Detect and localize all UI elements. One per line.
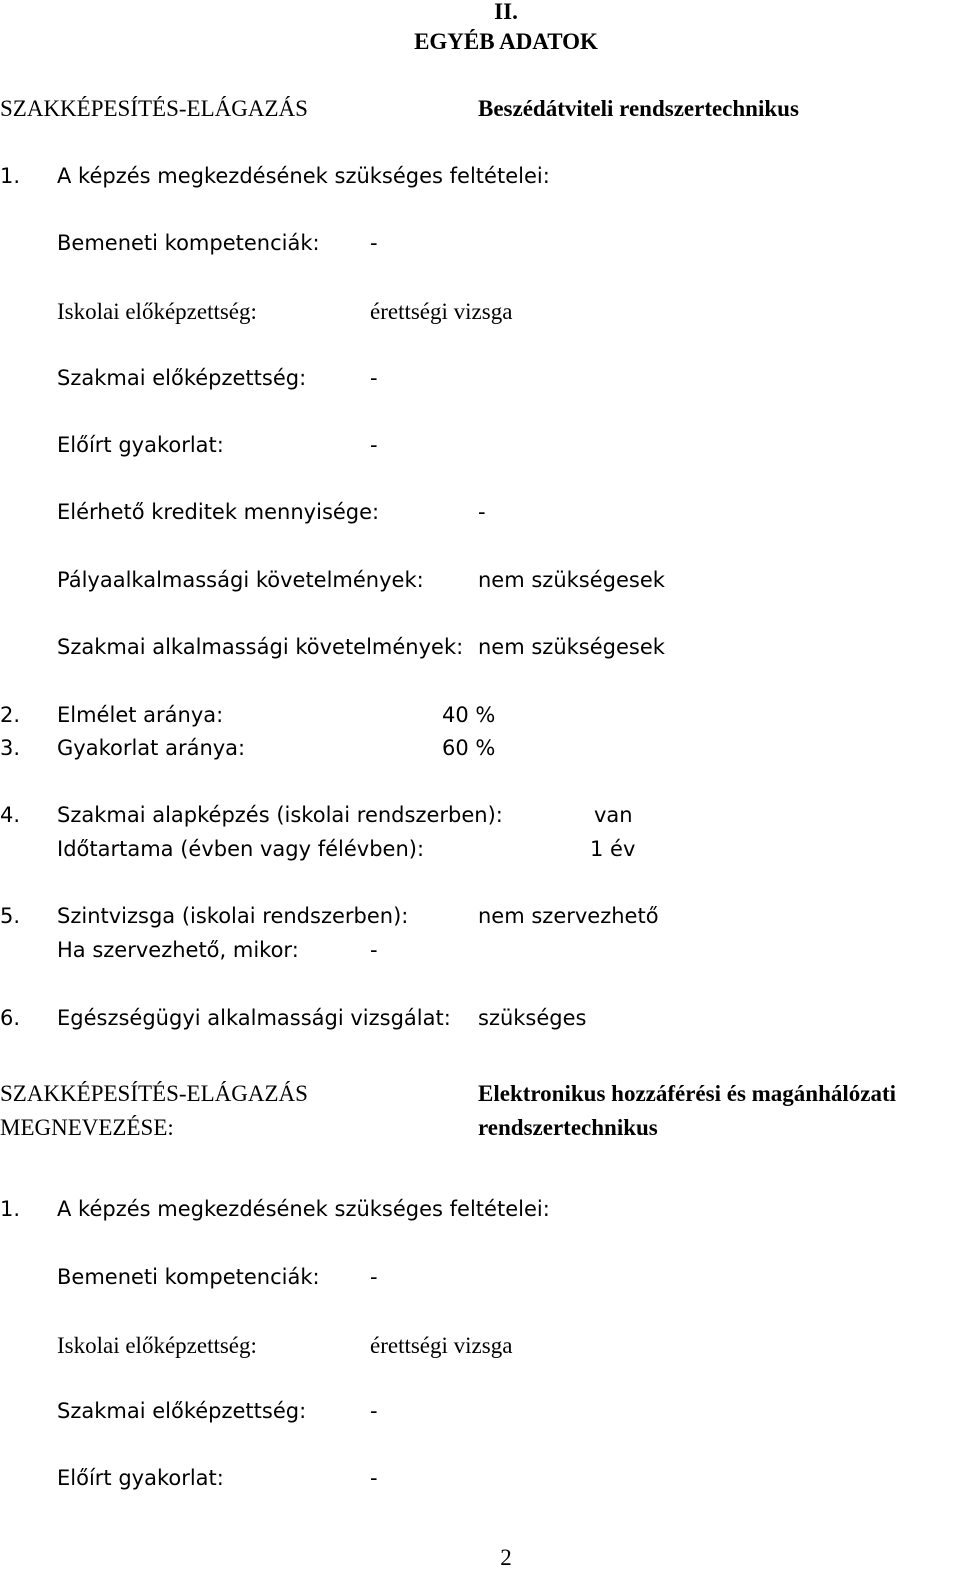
field-value: - [370, 1265, 378, 1289]
field-value: érettségi vizsga [370, 299, 513, 324]
field-value: 1 év [590, 837, 636, 861]
field-value: - [370, 1466, 378, 1490]
field-value: - [370, 938, 378, 962]
field-label: Ha szervezhető, mikor: [57, 938, 299, 962]
field-label: Szakmai előképzettség: [57, 366, 307, 390]
section-roman-numeral: II. [494, 0, 518, 24]
field-label: Előírt gyakorlat: [57, 1466, 224, 1490]
field-label: Elérhető kreditek mennyisége: [57, 500, 380, 524]
field-label: Időtartama (évben vagy félévben): [57, 837, 425, 861]
field-label: Iskolai előképzettség: [57, 299, 257, 324]
branch-label: SZAKKÉPESÍTÉS-ELÁGAZÁS [0, 96, 308, 121]
section-number: 2. [0, 703, 21, 727]
field-label: Elmélet aránya: [57, 703, 224, 727]
field-label: Egészségügyi alkalmassági vizsgálat: [57, 1006, 451, 1030]
field-value: - [370, 366, 378, 390]
branch-name: Beszédátviteli rendszertechnikus [478, 96, 799, 121]
branch-label: SZAKKÉPESÍTÉS-ELÁGAZÁS [0, 1081, 308, 1106]
section-number: 3. [0, 736, 21, 760]
field-label: Szintvizsga (iskolai rendszerben): [57, 904, 409, 928]
page-title: EGYÉB ADATOK [414, 29, 598, 54]
field-value: - [370, 433, 378, 457]
section-number: 5. [0, 904, 21, 928]
branch-name: rendszertechnikus [478, 1115, 658, 1140]
branch-label: MEGNEVEZÉSE: [0, 1115, 174, 1140]
field-value: - [478, 500, 486, 524]
field-value: érettségi vizsga [370, 1333, 513, 1358]
section-number: 1. [0, 164, 21, 188]
field-value: 40 % [442, 703, 496, 727]
field-value: nem szervezhető [478, 904, 659, 928]
field-label: Bemeneti kompetenciák: [57, 231, 320, 255]
field-label: Szakmai alapképzés (iskolai rendszerben): [57, 803, 503, 827]
section-heading: A képzés megkezdésének szükséges feltételei: [57, 164, 550, 188]
field-value: - [370, 1399, 378, 1423]
field-label: Szakmai előképzettség: [57, 1399, 307, 1423]
field-label: Gyakorlat aránya: [57, 736, 246, 760]
field-label: Szakmai alkalmassági követelmények: [57, 635, 464, 659]
field-label: Bemeneti kompetenciák: [57, 1265, 320, 1289]
field-value: nem szükségesek [478, 635, 665, 659]
field-label: Iskolai előképzettség: [57, 1333, 257, 1358]
field-value: szükséges [478, 1006, 587, 1030]
section-number: 4. [0, 803, 21, 827]
field-label: Pályaalkalmassági követelmények: [57, 568, 424, 592]
field-value: - [370, 231, 378, 255]
field-value: 60 % [442, 736, 496, 760]
branch-name: Elektronikus hozzáférési és magánhálózati [478, 1081, 897, 1106]
section-number: 6. [0, 1006, 21, 1030]
field-value: van [594, 803, 633, 827]
field-label: Előírt gyakorlat: [57, 433, 224, 457]
page-number: 2 [500, 1545, 512, 1570]
field-value: nem szükségesek [478, 568, 665, 592]
section-heading: A képzés megkezdésének szükséges feltételei: [57, 1197, 550, 1221]
section-number: 1. [0, 1197, 21, 1221]
